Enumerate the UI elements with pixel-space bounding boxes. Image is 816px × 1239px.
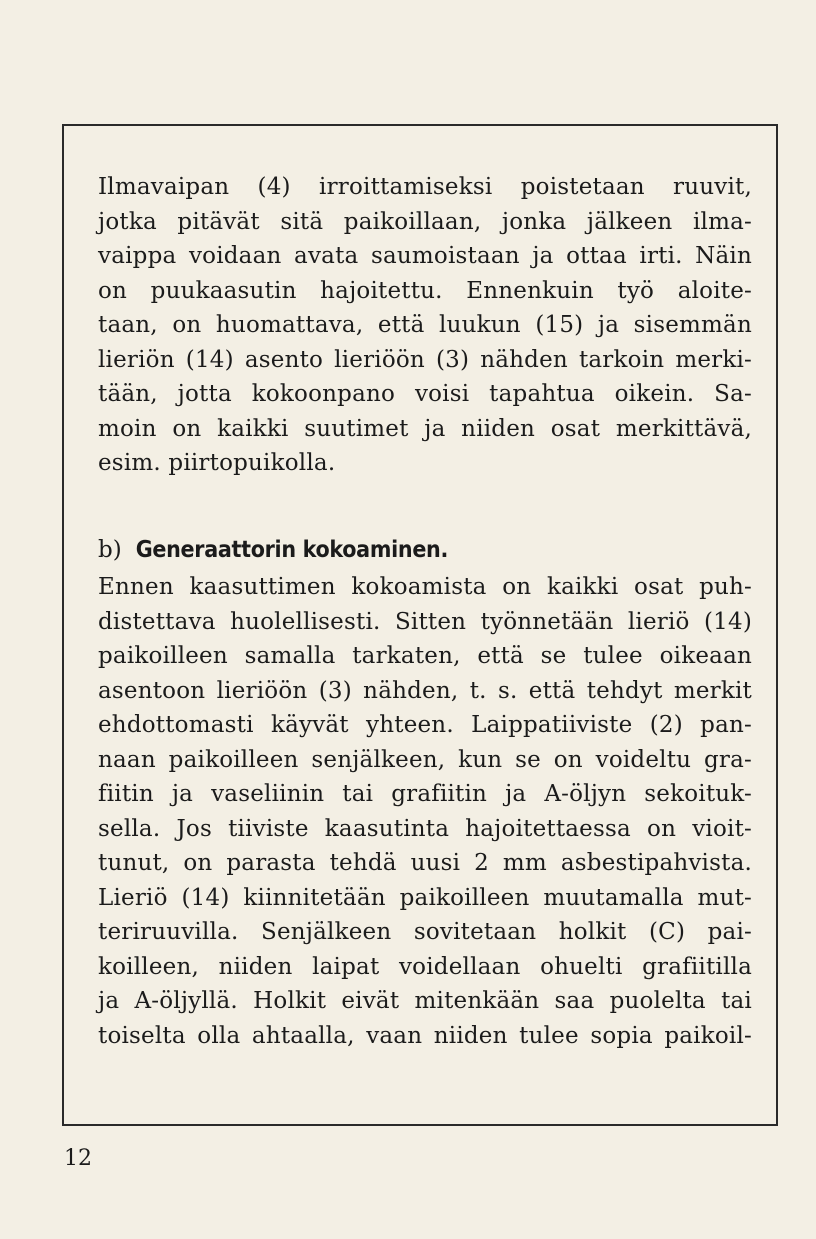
text-line: lieriön (14) asento lieriöön (3) nähden tarkoin merki- <box>98 346 752 373</box>
section-title: Generaattorin kokoaminen. <box>135 537 449 563</box>
paragraph-1 <box>98 170 752 481</box>
frame-left-border <box>62 124 64 1126</box>
section-marker: b) <box>98 537 122 563</box>
text-line: asentoon lieriöön (3) nähden, t. s. että tehdyt merkit <box>98 677 752 704</box>
text-line: sella. Jos tiiviste kaasutinta hajoitettaessa on vioit- <box>98 815 752 842</box>
text-line: esim. piirtopuikolla. <box>98 450 336 476</box>
text-line: tään, jotta kokoonpano voisi tapahtua oikein. Sa- <box>98 381 752 407</box>
text-line: fiitin ja vaseliinin tai grafiitin ja A-öljyn sekoituk- <box>98 781 752 807</box>
text-line: ehdottomasti käyvät yhteen. Laippatiiviste (2) pan- <box>98 712 752 738</box>
frame-bottom-border <box>62 1124 778 1126</box>
paragraph-2 <box>98 570 752 1053</box>
text-line: Ilmavaipan (4) irroittamiseksi poistetaan ruuvit, <box>98 174 752 200</box>
frame-top-border <box>62 124 778 126</box>
text-line: distettava huolellisesti. Sitten työnnetään lieriö (14) <box>98 608 752 635</box>
text-line: taan, on huomattava, että luukun (15) ja sisemmän <box>98 312 752 338</box>
text-line: on puukaasutin hajoitettu. Ennenkuin työ aloite- <box>98 277 752 304</box>
text-line: teriruuvilla. Senjälkeen sovitetaan holkit (C) pai- <box>98 919 752 945</box>
text-line: Lieriö (14) kiinnitetään paikoilleen muutamalla mut- <box>98 884 752 911</box>
text-line: toiselta olla ahtaalla, vaan niiden tulee sopia paikoil- <box>98 1022 752 1049</box>
section-heading <box>98 533 448 567</box>
text-line: vaippa voidaan avata saumoistaan ja ottaa irti. Näin <box>98 243 752 269</box>
text-line: ja A-öljyllä. Holkit eivät mitenkään saa puolelta tai <box>98 988 752 1014</box>
text-line: tunut, on parasta tehdä uusi 2 mm asbestipahvista. <box>98 850 752 876</box>
page-number: 12 <box>64 1146 92 1171</box>
text-line: jotka pitävät sitä paikoillaan, jonka jälkeen ilma- <box>98 208 752 235</box>
text-line: naan paikoilleen senjälkeen, kun se on voideltu gra- <box>98 746 752 773</box>
text-line: paikoilleen samalla tarkaten, että se tulee oikeaan <box>98 643 752 669</box>
frame-right-border <box>776 124 778 1126</box>
text-line: moin on kaikki suutimet ja niiden osat merkittävä, <box>98 415 752 442</box>
text-line: koilleen, niiden laipat voidellaan ohuelti grafiitilla <box>98 953 752 980</box>
text-line: Ennen kaasuttimen kokoamista on kaikki osat puh- <box>98 574 752 600</box>
